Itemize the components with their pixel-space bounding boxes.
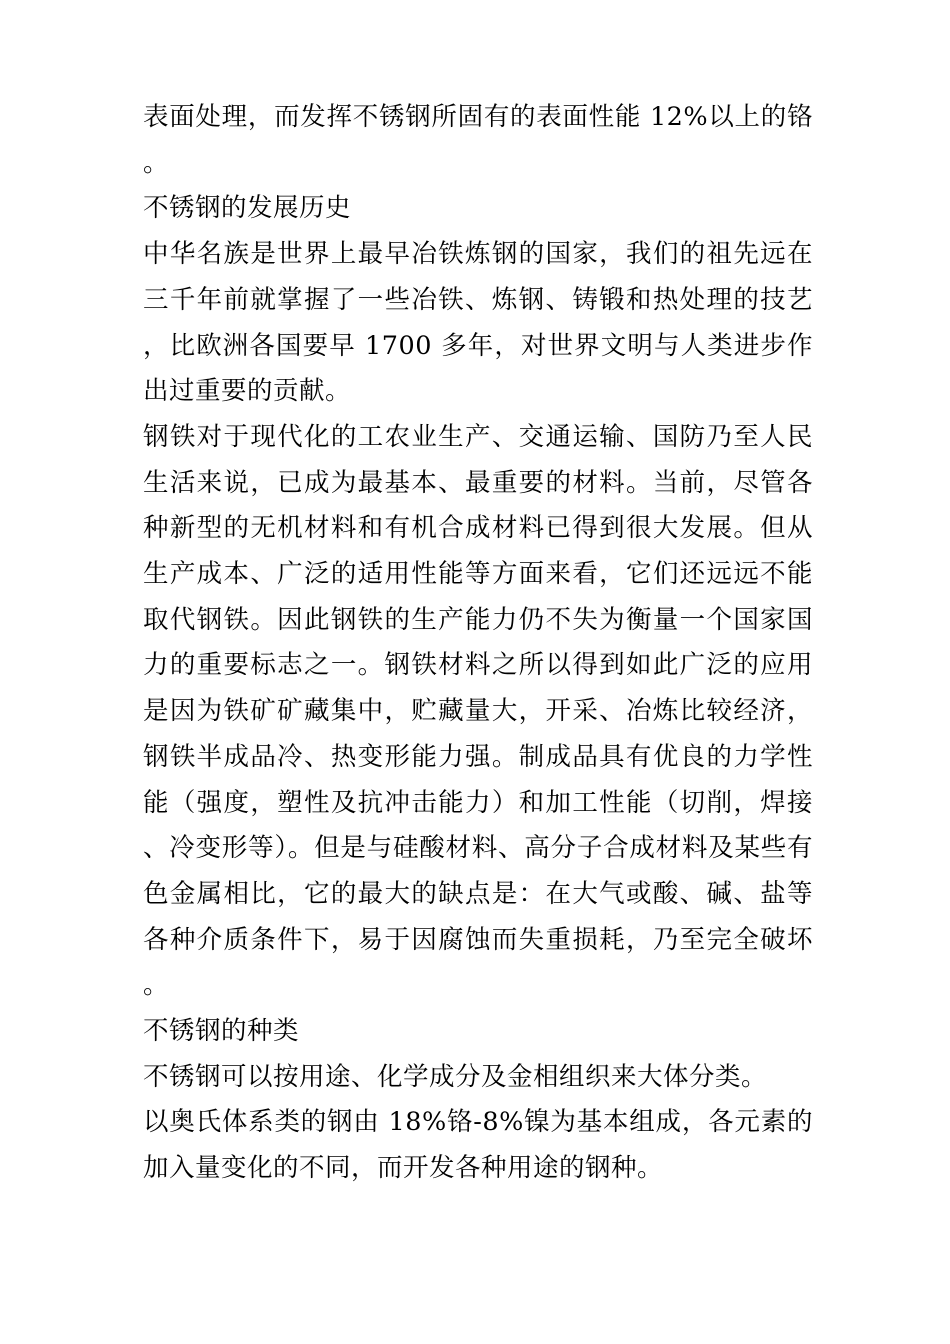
section-heading-types: 不锈钢的种类	[143, 1016, 300, 1047]
paragraph-surface-treatment: 表面处理，而发挥不锈钢所固有的表面性能 12%以上的铬。	[143, 102, 813, 178]
paragraph-classification: 不锈钢可以按用途、化学成分及金相组织来大体分类。	[143, 1061, 768, 1092]
paragraph-steel-importance: 钢铁对于现代化的工农业生产、交通运输、国防乃至人民生活来说，已成为最基本、最重要的材料。当前，尽管各种新型的无机材料和有机合成材料已得到很大发展。但从生产成本、广泛的适用性能等方面来看，它们还远远不能取代钢铁。因此钢铁的生产能力仍不失为衡量一个国家国力的重要标志之一。钢铁材料之所以得到如此广泛的应用是因为铁矿矿藏集中，贮藏量大，开采、冶炼比较经济，钢铁半成品冷、热变形能力强。制成品具有优良的力学性能（强度，塑性及抗冲击能力）和加工性能（切削，焊接、冷变形等）。但是与硅酸材料、高分子合成材料及某些有色金属相比，它的最大的缺点是：在大气或酸、碱、盐等各种介质条件下，易于因腐蚀而失重损耗，乃至完全破坏。	[143, 421, 813, 1001]
paragraph-chinese-history: 中华名族是世界上最早冶铁炼钢的国家，我们的祖先远在三千年前就掌握了一些冶铁、炼钢、铸锻和热处理的技艺，比欧洲各国要早 1700 多年，对世界文明与人类进步作出过重要的贡献。	[143, 239, 813, 407]
section-heading-history: 不锈钢的发展历史	[143, 193, 352, 224]
paragraph-austenitic: 以奥氏体系类的钢由 18%铬-8%镍为基本组成，各元素的加入量变化的不同，而开发各种用途的钢种。	[143, 1107, 813, 1184]
document-body	[143, 95, 813, 1192]
